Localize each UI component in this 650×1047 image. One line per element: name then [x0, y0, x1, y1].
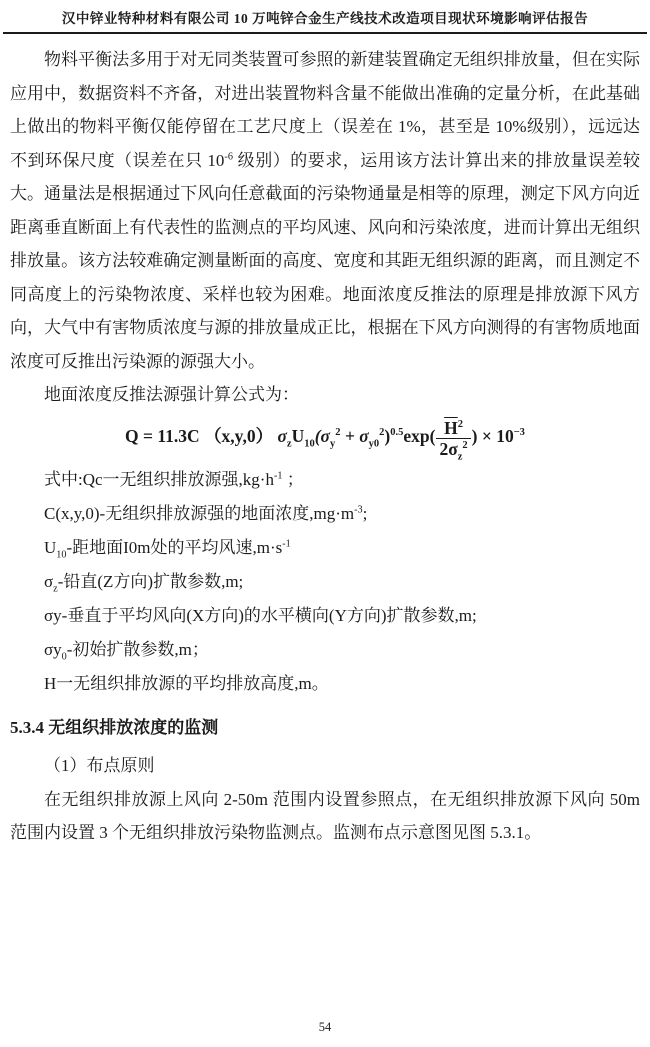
definition-sigma-y: σy-垂直于平均风向(X方向)的水平横向(Y方向)扩散参数,m; [44, 605, 477, 625]
document-body [0, 34, 650, 850]
section-heading-5-3-4: 5.3.4 无组织排放浓度的监测 [10, 717, 219, 737]
formula-fraction [436, 417, 470, 463]
formula-intro: 地面浓度反推法源强计算公式为： [44, 385, 299, 404]
definition-sigma-y0: $\sigma y_0-$初始扩散参数,m； [44, 639, 209, 663]
paragraph-methods: 物料平衡法多用于对无同类装置可参照的新建装置确定无组织排放量，但在实际应用中，数据资料不齐备，对进出装置物料含量不能做出准确的定量分析，在此基础上做出的物料平衡仅能停留在工艺尺度上（误差在 1%，甚至是 10%级别），远远达不到环保尺度（误差在只 $10^{-6}$ 级别）的要求，运用该方法计算出来的排放量误差较大。通量法是根据通过下风向任意截面的污染物通量是相等的原理，测定下风方向近距离垂直断面上有代表性的监测点的平均风速、风向和污染浓度，进而计算出无组织排放量。该方法较难确定测量断面的高度、宽度和其距无组织源的距离，而且测定不同高度上的污染物浓度、采样也较为困难。地面浓度反推法的原理是排放源下风方向，大气中有害物质浓度与源的排放量成正比，根据在下风方向测得的有害物质地面浓度可反推出污染源的源强大小。 [10, 50, 640, 371]
formula-right: ) × $10^{-3}$ [471, 426, 525, 447]
formula-fraction-denominator: $2\sigma_z^2$ [439, 438, 468, 463]
definition-qc: 式中:Qc一无组织排放源强$,kg\cdot h^{-1}$ ； [44, 469, 304, 489]
page-header-title: 汉中锌业特种材料有限公司 10 万吨锌合金生产线技术改造项目现状环境影响评估报告 [3, 0, 647, 34]
definition-u10: $U_{10}-$距地面I0m处的平均风速$,m\cdot s^{-1}$ [44, 537, 291, 561]
definition-h: H一无组织排放源的平均排放高度,m。 [44, 673, 329, 693]
definition-sigma-z: $\sigma_z-$铅直(Z方向)扩散参数,m; [44, 571, 244, 595]
formula-left: Q = 11.3C （x,y,0） $\sigma_zU_{10}(\sigma_y^2 + \sigma_{y0}^2)^{0.5}\exp$( [125, 426, 436, 450]
page-number: 54 [318, 1020, 332, 1034]
source-strength-formula [10, 417, 640, 463]
definition-cxy0: C(x,y,0)-无组织排放源强的地面浓度$,mg\cdot m^{-3}$; [44, 503, 368, 523]
formula-fraction-numerator: $\overline{H}^2$ [436, 418, 470, 439]
list-item-principle: （1）布点原则 [44, 756, 155, 776]
paragraph-monitoring-points: 在无组织排放源上风向 2-50m 范围内设置参照点，在无组织排放源下风向 50m 范围内设置 3 个无组织排放污染物监测点。监测布点示意图见图 5.3.1。 [10, 789, 640, 843]
